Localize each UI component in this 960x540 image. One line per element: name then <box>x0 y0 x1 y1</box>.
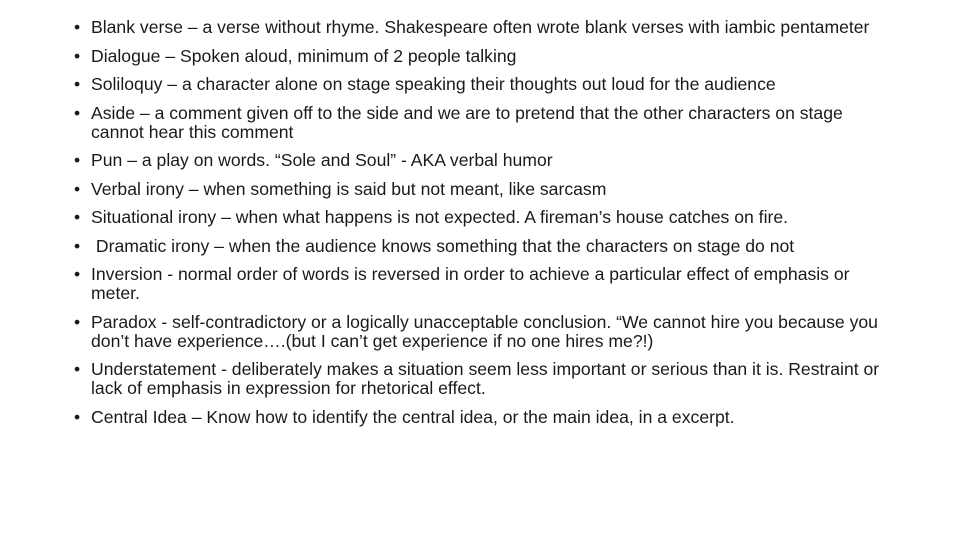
bullet-marker: • <box>74 311 81 332</box>
list-item-text: Blank verse – a verse without rhyme. Shakespeare often wrote blank verses with iambic pentameter <box>91 17 870 37</box>
list-item-text: Central Idea – Know how to identify the central idea, or the main idea, in a excerpt. <box>91 406 735 427</box>
bullet-marker: • <box>74 178 81 199</box>
list-item-text: Verbal irony – when something is said but not meant, like sarcasm <box>91 178 607 199</box>
list-item-text: Pun – a play on words. “Sole and Soul” - AKA verbal humor <box>91 150 553 170</box>
list-item-dramatic-irony <box>74 237 894 256</box>
list-item-text: Understatement - deliberately makes a situation seem less important or serious than it is. Restraint or lack of emphasis in expression for rhetorical effect. <box>91 359 885 398</box>
list-item-central-idea <box>74 408 894 427</box>
list-item-text: Inversion - normal order of words is reversed in order to achieve a particular effect of emphasis or meter. <box>91 264 855 303</box>
bullet-marker: • <box>74 17 81 37</box>
list-item-text: Dialogue – Spoken aloud, minimum of 2 people talking <box>91 45 517 66</box>
bullet-marker: • <box>74 150 81 170</box>
list-item-blank-verse <box>74 18 894 37</box>
list-item-understatement <box>74 360 894 398</box>
list-item-text: Soliloquy – a character alone on stage speaking their thoughts out loud for the audience <box>91 74 776 94</box>
bullet-marker: • <box>74 406 81 427</box>
bullet-marker: • <box>74 45 81 66</box>
bullet-marker: • <box>74 207 81 227</box>
list-item-dialogue <box>74 47 894 66</box>
list-item-verbal-irony <box>74 180 894 199</box>
list-item-aside <box>74 104 894 142</box>
list-item-situational-irony <box>74 208 894 227</box>
list-item-text: Situational irony – when what happens is not expected. A fireman’s house catches on fire. <box>91 207 789 227</box>
bullet-list <box>74 18 894 436</box>
bullet-marker: • <box>74 102 81 123</box>
list-item-text: Dramatic irony – when the audience knows something that the characters on stage do not <box>91 235 795 256</box>
list-item-paradox <box>74 313 894 351</box>
list-item-text: Paradox - self-contradictory or a logically unacceptable conclusion. “We cannot hire you because you don’t have experience….(but I can’t get experience if no one hires me?!) <box>91 311 883 351</box>
bullet-marker: • <box>74 359 81 379</box>
bullet-marker: • <box>74 74 81 94</box>
list-item-soliloquy <box>74 75 894 94</box>
list-item-pun <box>74 151 894 170</box>
bullet-marker: • <box>74 264 81 284</box>
list-item-inversion <box>74 265 894 303</box>
list-item-text: Aside – a comment given off to the side and we are to pretend that the other characters on stage cannot hear this comment <box>91 102 848 142</box>
bullet-marker: • <box>74 235 81 256</box>
